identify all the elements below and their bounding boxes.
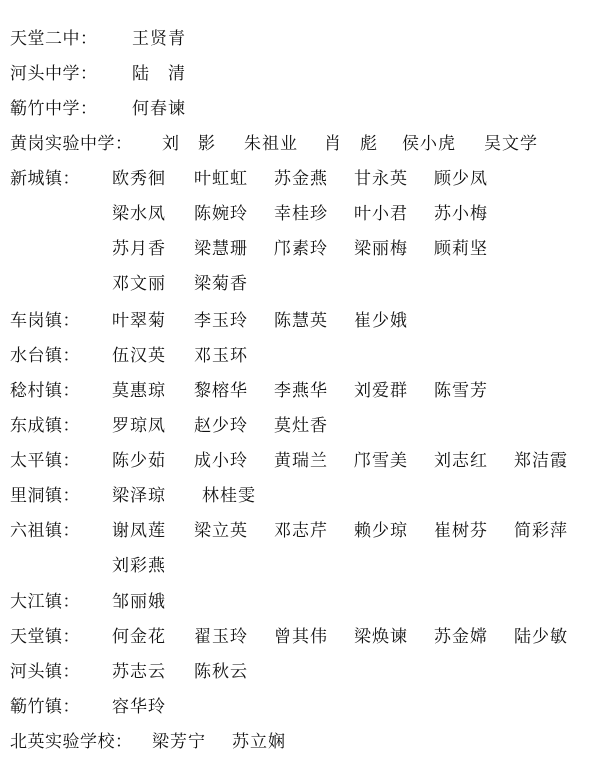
- person-name: 陆 清: [132, 64, 186, 84]
- person-name: 邓文丽: [112, 274, 166, 294]
- entry-row: [0, 269, 600, 299]
- entry-row: [0, 692, 600, 722]
- person-name: 赵少玲: [194, 416, 248, 436]
- person-name: 甘永英: [354, 169, 408, 189]
- entry-row: [0, 622, 600, 652]
- person-name: 陈婉玲: [194, 204, 248, 224]
- person-name: 苏立娴: [232, 732, 286, 752]
- entry-row: [0, 24, 600, 54]
- person-name: 侯小虎: [402, 134, 456, 154]
- person-name: 叶虹虹: [194, 169, 248, 189]
- person-name: 刘 影: [162, 134, 216, 154]
- entry-row: [0, 657, 600, 687]
- person-name: 林桂雯: [202, 486, 256, 506]
- person-name: 朱祖业: [244, 134, 298, 154]
- person-name: 刘彩燕: [112, 556, 166, 576]
- person-name: 黄瑞兰: [274, 451, 328, 471]
- person-name: 邹丽娥: [112, 592, 166, 612]
- person-name: 王贤青: [132, 29, 186, 49]
- person-name: 梁水凤: [112, 204, 166, 224]
- person-name: 幸桂珍: [274, 204, 328, 224]
- person-name: 邝雪美: [354, 451, 408, 471]
- person-name: 简彩萍: [514, 521, 568, 541]
- region-label: 天堂镇：: [10, 627, 80, 647]
- person-name: 梁菊香: [194, 274, 248, 294]
- person-name: 莫惠琼: [112, 381, 166, 401]
- person-name: 苏金燕: [274, 169, 328, 189]
- entry-row: [0, 164, 600, 194]
- region-label: 东成镇：: [10, 416, 80, 436]
- region-label: 河头中学：: [10, 64, 98, 84]
- person-name: 欧秀徊: [112, 169, 166, 189]
- person-name: 苏志云: [112, 662, 166, 682]
- entry-row: [0, 411, 600, 441]
- entry-row: [0, 129, 600, 159]
- person-name: 刘爱群: [354, 381, 408, 401]
- person-name: 陈秋云: [194, 662, 248, 682]
- region-label: 水台镇：: [10, 346, 80, 366]
- person-name: 叶翠菊: [112, 311, 166, 331]
- region-label: 簕竹镇：: [10, 697, 80, 717]
- person-name: 顾少凤: [434, 169, 488, 189]
- person-name: 曾其伟: [274, 627, 328, 647]
- person-name: 何金花: [112, 627, 166, 647]
- person-name: 崔树芬: [434, 521, 488, 541]
- region-label: 大江镇：: [10, 592, 80, 612]
- entry-row: [0, 551, 600, 581]
- person-name: 梁丽梅: [354, 239, 408, 259]
- person-name: 苏小梅: [434, 204, 488, 224]
- person-name: 陈雪芳: [434, 381, 488, 401]
- entry-row: [0, 376, 600, 406]
- person-name: 梁泽琼: [112, 486, 166, 506]
- person-name: 邓志芹: [274, 521, 328, 541]
- entry-row: [0, 446, 600, 476]
- region-label: 簕竹中学：: [10, 99, 98, 119]
- region-label: 稔村镇：: [10, 381, 80, 401]
- region-label: 里洞镇：: [10, 486, 80, 506]
- person-name: 吴文学: [484, 134, 538, 154]
- person-name: 叶小君: [354, 204, 408, 224]
- person-name: 郑洁霞: [514, 451, 568, 471]
- person-name: 谢凤莲: [112, 521, 166, 541]
- person-name: 莫灶香: [274, 416, 328, 436]
- person-name: 李玉玲: [194, 311, 248, 331]
- person-name: 崔少娥: [354, 311, 408, 331]
- entry-row: [0, 306, 600, 336]
- entry-row: [0, 481, 600, 511]
- person-name: 赖少琼: [354, 521, 408, 541]
- region-label: 太平镇：: [10, 451, 80, 471]
- person-name: 肖 彪: [324, 134, 378, 154]
- person-name: 陈少茹: [112, 451, 166, 471]
- person-name: 黎榕华: [194, 381, 248, 401]
- entry-row: [0, 94, 600, 124]
- person-name: 梁焕谏: [354, 627, 408, 647]
- person-name: 翟玉玲: [194, 627, 248, 647]
- person-name: 李燕华: [274, 381, 328, 401]
- person-name: 何春谏: [132, 99, 186, 119]
- entry-row: [0, 199, 600, 229]
- person-name: 邓玉环: [194, 346, 248, 366]
- region-label: 车岗镇：: [10, 311, 80, 331]
- person-name: 陈慧英: [274, 311, 328, 331]
- region-label: 新城镇：: [10, 169, 80, 189]
- region-label: 河头镇：: [10, 662, 80, 682]
- person-name: 罗琼凤: [112, 416, 166, 436]
- person-name: 容华玲: [112, 697, 166, 717]
- person-name: 伍汉英: [112, 346, 166, 366]
- person-name: 顾莉坚: [434, 239, 488, 259]
- person-name: 邝素玲: [274, 239, 328, 259]
- person-name: 梁慧珊: [194, 239, 248, 259]
- entry-row: [0, 587, 600, 617]
- region-label: 六祖镇：: [10, 521, 80, 541]
- entry-row: [0, 516, 600, 546]
- person-name: 梁立英: [194, 521, 248, 541]
- entry-row: [0, 59, 600, 89]
- entry-row: [0, 341, 600, 371]
- region-label: 天堂二中：: [10, 29, 98, 49]
- person-name: 苏金嫦: [434, 627, 488, 647]
- entry-row: [0, 234, 600, 264]
- person-name: 成小玲: [194, 451, 248, 471]
- entry-row: [0, 727, 600, 757]
- person-name: 陆少敏: [514, 627, 568, 647]
- region-label: 北英实验学校：: [10, 732, 133, 752]
- person-name: 苏月香: [112, 239, 166, 259]
- person-name: 刘志红: [434, 451, 488, 471]
- region-label: 黄岗实验中学：: [10, 134, 133, 154]
- person-name: 梁芳宁: [152, 732, 206, 752]
